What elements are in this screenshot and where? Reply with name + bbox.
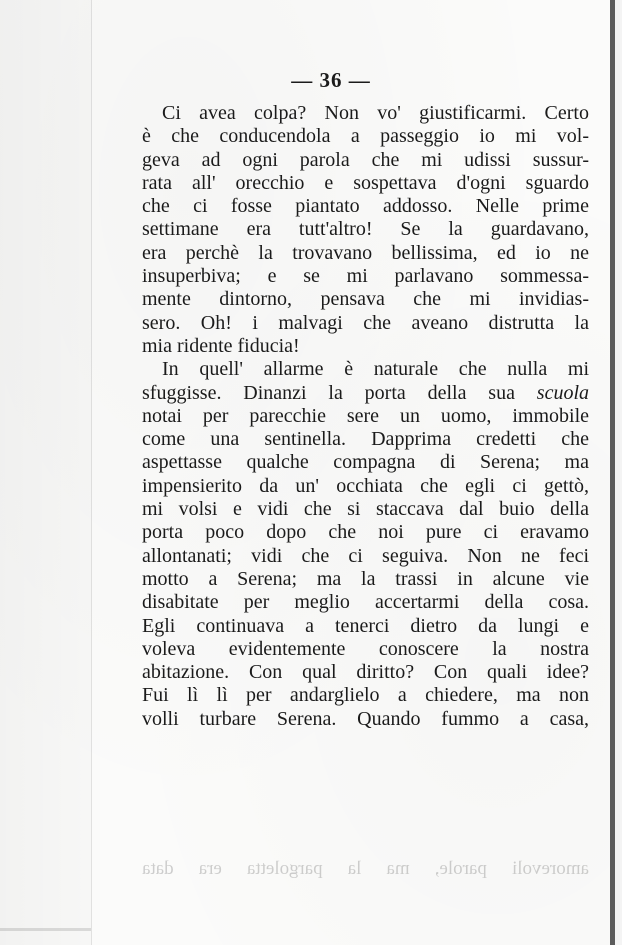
text-segment: sfuggisse. Dinanzi la porta della sua: [142, 381, 537, 404]
scan-margin: [615, 0, 622, 945]
text-line: mia ridente fiducia!: [142, 334, 300, 357]
text-line: geva ad ogni parola che mi udissi sussur-: [142, 148, 589, 171]
text-line: Fui lì lì per andarglielo a chiedere, ma non: [142, 684, 589, 707]
text-line: rata all' orecchio e sospettava d'ogni sguardo: [142, 171, 589, 194]
text-line: In quell' allarme è naturale che nulla mi: [162, 358, 589, 381]
body-text: [142, 102, 589, 731]
text-line: settimane era tutt'altro! Se la guardavano,: [142, 218, 589, 241]
text-line: motto a Serena; ma la trassi in alcune vie: [142, 567, 589, 590]
text-line: abitazione. Con qual diritto? Con quali idee?: [142, 661, 589, 684]
page-fold-line: [91, 0, 92, 945]
page-number: — 36 —: [291, 68, 371, 92]
text-line: che ci fosse piantato addosso. Nelle prime: [142, 195, 589, 218]
text-line: aspettasse qualche compagna di Serena; ma: [142, 451, 589, 474]
text-line: Ci avea colpa? Non vo' giustificarmi. Certo: [162, 102, 589, 124]
text-line: come una sentinella. Dapprima credetti che: [142, 428, 589, 451]
text-line: disabitate per meglio accertarmi della cosa.: [142, 591, 589, 614]
text-line: mente dintorno, pensava che mi invidias-: [142, 288, 589, 311]
bottom-edge-shade: [0, 928, 91, 931]
italic-word: scuola: [536, 381, 589, 404]
text-line: impensierito da un' occhiata che egli ci gettò,: [142, 474, 589, 497]
text-line: è che conducendola a passeggio io mi vol-: [142, 125, 589, 148]
text-line: porta poco dopo che noi pure ci eravamo: [142, 521, 589, 544]
text-line: allontanati; vidi che ci seguiva. Non ne feci: [142, 544, 589, 567]
text-line: volli turbare Serena. Quando fummo a casa,: [142, 707, 589, 730]
left-margin-shade: [0, 0, 91, 945]
text-line: notai per parecchie sere un uomo, immobile: [142, 404, 589, 427]
text-line: sero. Oh! i malvagi che aveano distrutta la: [142, 311, 589, 334]
text-line: voleva evidentemente conoscere la nostra: [142, 637, 589, 660]
bleed-through-text: amorevoli parole, ma la pargoletta era data: [142, 858, 589, 879]
text-line: Egli continuava a tenerci dietro da lungi e: [142, 614, 589, 637]
text-line: era perchè la trovavano bellissima, ed io ne: [142, 241, 589, 264]
text-line-with-italic: [142, 382, 589, 405]
text-line: insuperbiva; e se mi parlavano sommessa-: [142, 265, 589, 288]
text-line: mi volsi e vidi che si staccava dal buio della: [142, 498, 589, 521]
